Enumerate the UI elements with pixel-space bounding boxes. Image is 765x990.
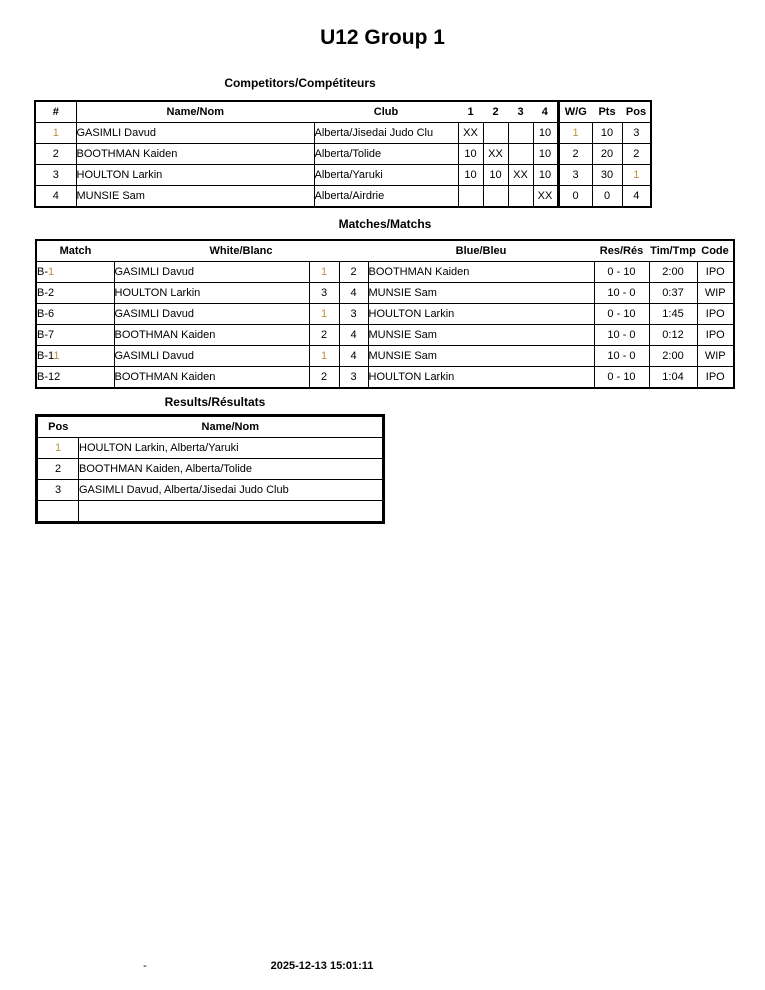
matrix-cell: 10	[458, 144, 483, 165]
white-number-cell: 2	[309, 367, 339, 389]
competitors-table	[34, 100, 652, 208]
matrix-cell	[458, 186, 483, 208]
col-header-result-name: Name/Nom	[201, 421, 259, 433]
col-header-club: Club	[373, 106, 399, 118]
match-id-cell: B-1	[36, 262, 114, 283]
blue-number-cell: 4	[339, 346, 368, 367]
matrix-cell: 10	[483, 165, 508, 186]
col-header-opp4: 4	[541, 106, 548, 118]
match-id-cell: B-6	[36, 304, 114, 325]
col-header-points: Pts	[598, 106, 616, 118]
points-cell: 20	[592, 144, 622, 165]
blue-player-cell: HOULTON Larkin	[368, 367, 594, 389]
position-cell: 2	[622, 144, 651, 165]
wins-cell: 2	[558, 144, 592, 165]
position-cell: 1	[622, 165, 651, 186]
col-header-result: Res/Rés	[599, 245, 644, 257]
matches-table	[35, 239, 735, 389]
blue-player-cell: BOOTHMAN Kaiden	[368, 262, 594, 283]
matrix-cell: XX	[508, 165, 533, 186]
competitor-club-cell: Alberta/Airdrie	[314, 186, 458, 208]
competitor-row	[35, 144, 651, 165]
white-player-cell: BOOTHMAN Kaiden	[114, 325, 309, 346]
blue-player-cell: MUNSIE Sam	[368, 346, 594, 367]
match-time-cell: 2:00	[649, 262, 697, 283]
wins-cell: 3	[558, 165, 592, 186]
points-cell: 30	[592, 165, 622, 186]
col-header-pos: Pos	[48, 421, 69, 433]
competitor-row	[35, 186, 651, 208]
wins-cell: 1	[558, 123, 592, 144]
results-header-row	[37, 416, 384, 438]
match-id-cell: B-2	[36, 283, 114, 304]
match-row	[36, 262, 734, 283]
result-score-cell: 10 - 0	[594, 346, 649, 367]
matrix-cell: 10	[533, 144, 558, 165]
result-position-cell: 2	[37, 459, 79, 480]
result-row	[37, 459, 384, 480]
white-number-cell: 3	[309, 283, 339, 304]
win-code-cell: WIP	[697, 283, 734, 304]
matches-section-title: Matches/Matchs	[338, 217, 432, 231]
competitor-number-cell: 4	[35, 186, 76, 208]
white-number-cell: 1	[309, 346, 339, 367]
blue-number-cell: 2	[339, 262, 368, 283]
competitor-name-cell: GASIMLI Davud	[76, 123, 314, 144]
blue-player-cell: HOULTON Larkin	[368, 304, 594, 325]
white-player-cell: GASIMLI Davud	[114, 262, 309, 283]
matrix-cell: 10	[533, 165, 558, 186]
col-header-opp2: 2	[492, 106, 499, 118]
competitor-row	[35, 123, 651, 144]
competitor-row	[35, 165, 651, 186]
result-name-cell: BOOTHMAN Kaiden, Alberta/Tolide	[79, 459, 384, 480]
blue-number-cell: 4	[339, 325, 368, 346]
match-row	[36, 346, 734, 367]
match-time-cell: 1:45	[649, 304, 697, 325]
matrix-cell	[508, 123, 533, 144]
competitor-number-cell: 2	[35, 144, 76, 165]
col-header-white: White/Blanc	[209, 245, 273, 257]
win-code-cell: IPO	[697, 262, 734, 283]
competitors-header-row	[35, 101, 651, 123]
col-header-blue: Blue/Bleu	[455, 245, 507, 257]
match-time-cell: 0:37	[649, 283, 697, 304]
results-section-title: Results/Résultats	[164, 395, 266, 409]
col-header-opp1: 1	[467, 106, 474, 118]
match-row	[36, 304, 734, 325]
wins-cell: 0	[558, 186, 592, 208]
competitors-section-title: Competitors/Compétiteurs	[224, 76, 376, 90]
result-position-cell: 1	[37, 438, 79, 459]
matrix-cell	[508, 144, 533, 165]
footer-page-marker: -	[143, 960, 147, 972]
result-row	[37, 438, 384, 459]
result-name-cell	[79, 501, 384, 523]
white-player-cell: HOULTON Larkin	[114, 283, 309, 304]
matrix-cell: 10	[533, 123, 558, 144]
result-score-cell: 0 - 10	[594, 367, 649, 389]
match-row	[36, 325, 734, 346]
result-score-cell: 0 - 10	[594, 262, 649, 283]
result-position-cell	[37, 501, 79, 523]
result-score-cell: 0 - 10	[594, 304, 649, 325]
col-header-opp3: 3	[517, 106, 524, 118]
col-header-wins: W/G	[558, 101, 592, 123]
competitor-name-cell: BOOTHMAN Kaiden	[76, 144, 314, 165]
matrix-cell: 10	[458, 165, 483, 186]
win-code-cell: IPO	[697, 325, 734, 346]
result-score-cell: 10 - 0	[594, 325, 649, 346]
matrix-cell	[483, 186, 508, 208]
points-cell: 0	[592, 186, 622, 208]
position-cell: 3	[622, 123, 651, 144]
win-code-cell: WIP	[697, 346, 734, 367]
blue-number-cell: 3	[339, 367, 368, 389]
result-row	[37, 501, 384, 523]
competitor-club-cell: Alberta/Jisedai Judo Clu	[314, 123, 458, 144]
blue-number-cell: 3	[339, 304, 368, 325]
white-player-cell: GASIMLI Davud	[114, 304, 309, 325]
win-code-cell: IPO	[697, 367, 734, 389]
col-header-match: Match	[59, 245, 92, 257]
competitor-club-cell: Alberta/Tolide	[314, 144, 458, 165]
result-row	[37, 480, 384, 501]
footer-timestamp: 2025-12-13 15:01:11	[270, 960, 374, 972]
white-number-cell: 1	[309, 304, 339, 325]
match-id-cell: B-11	[36, 346, 114, 367]
competitor-number-cell: 1	[35, 123, 76, 144]
matrix-cell: XX	[533, 186, 558, 208]
competitor-number-cell: 3	[35, 165, 76, 186]
white-player-cell: BOOTHMAN Kaiden	[114, 367, 309, 389]
match-id-cell: B-12	[36, 367, 114, 389]
position-cell: 4	[622, 186, 651, 208]
white-number-cell: 1	[309, 262, 339, 283]
matrix-cell: XX	[483, 144, 508, 165]
col-header-position: Pos	[625, 106, 647, 118]
results-table	[35, 414, 385, 524]
col-header-code: Code	[701, 245, 729, 257]
white-player-cell: GASIMLI Davud	[114, 346, 309, 367]
col-header-number: #	[52, 106, 59, 118]
points-cell: 10	[592, 123, 622, 144]
matrix-cell: XX	[458, 123, 483, 144]
match-time-cell: 1:04	[649, 367, 697, 389]
match-id-cell: B-7	[36, 325, 114, 346]
result-name-cell: HOULTON Larkin, Alberta/Yaruki	[79, 438, 384, 459]
matches-header-row	[36, 240, 734, 262]
result-position-cell: 3	[37, 480, 79, 501]
competitor-name-cell: HOULTON Larkin	[76, 165, 314, 186]
matrix-cell	[483, 123, 508, 144]
matrix-cell	[508, 186, 533, 208]
match-time-cell: 0:12	[649, 325, 697, 346]
competitor-club-cell: Alberta/Yaruki	[314, 165, 458, 186]
match-row	[36, 367, 734, 389]
competitor-name-cell: MUNSIE Sam	[76, 186, 314, 208]
result-name-cell: GASIMLI Davud, Alberta/Jisedai Judo Club	[79, 480, 384, 501]
blue-number-cell: 4	[339, 283, 368, 304]
blue-player-cell: MUNSIE Sam	[368, 325, 594, 346]
white-number-cell: 2	[309, 325, 339, 346]
col-header-time: Tim/Tmp	[650, 245, 696, 257]
page-title: U12 Group 1	[320, 26, 445, 49]
match-row	[36, 283, 734, 304]
result-score-cell: 10 - 0	[594, 283, 649, 304]
match-time-cell: 2:00	[649, 346, 697, 367]
win-code-cell: IPO	[697, 304, 734, 325]
col-header-name: Name/Nom	[76, 101, 314, 123]
blue-player-cell: MUNSIE Sam	[368, 283, 594, 304]
